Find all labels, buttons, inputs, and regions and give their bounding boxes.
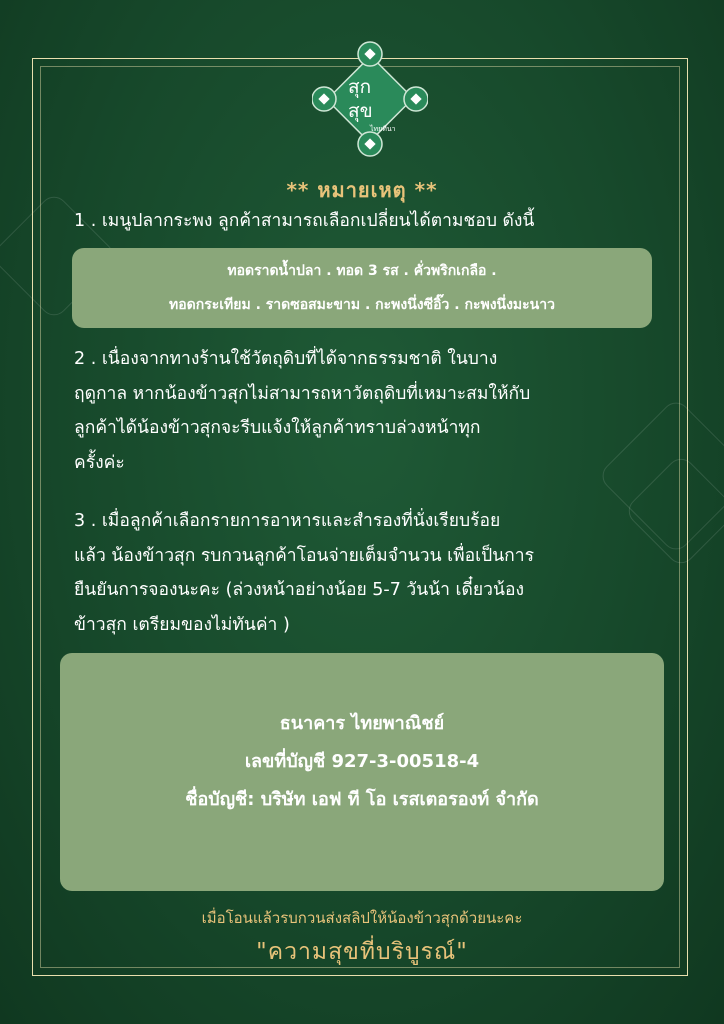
account-name: ชื่อบัญชี: บริษัท เอฟ ที โอ เรสเตอรองท์ จำกัด — [185, 789, 539, 810]
note-2-line: ครั้งค่ะ — [74, 452, 125, 473]
note-2-line: ฤดูกาล หากน้องข้าวสุกไม่สามารถหาวัตถุดิบที่เหมาะสมให้กับ — [74, 383, 531, 404]
note-1: 1 . เมนูปลากระพง ลูกค้าสามารถเลือกเปลี่ยนได้ตามชอบ ดังนี้ — [74, 211, 535, 231]
logo-text-line2: สุข — [348, 100, 373, 122]
note-2 — [74, 342, 664, 480]
note-3-line: ยืนยันการจองนะคะ (ล่วงหน้าอย่างน้อย 5-7 วันน้า เดี๋ยวน้อง — [74, 580, 525, 600]
menu-options-line-2: ทอดกระเทียม . ราดซอสมะขาม . กะพงนึ่งซีอิ๊ว . กะพงนึ่งมะนาว — [169, 297, 555, 313]
restaurant-logo — [312, 38, 428, 160]
slogan: "ความสุขที่บริบูรณ์" — [256, 939, 468, 965]
logo-text-line1: สุก — [348, 76, 372, 98]
bank-account-box — [60, 653, 664, 891]
logo-subtitle: ไทยทีนา — [370, 125, 396, 133]
note-3-line: 3 . เมื่อลูกค้าเลือกรายการอาหารและสำรองที่นั่งเรียบร้อย — [74, 511, 501, 531]
account-number: เลขที่บัญชี 927-3-00518-4 — [244, 751, 480, 772]
notice-title: ** หมายเหตุ ** — [286, 178, 438, 202]
bank-name: ธนาคาร ไทยพาณิชย์ — [279, 713, 445, 734]
note-2-line: 2 . เนื่องจากทางร้านใช้วัตถุดิบที่ได้จากธรรมชาติ ในบาง — [74, 349, 498, 369]
note-3-line: ข้าวสุก เตรียมของไม่ทันค่า ) — [74, 614, 290, 635]
note-3 — [74, 504, 664, 642]
transfer-instruction: เมื่อโอนแล้วรบกวนส่งสลิปให้น้องข้าวสุกด้วยนะคะ — [201, 909, 523, 927]
note-2-line: ลูกค้าได้น้องข้าวสุกจะรีบแจ้งให้ลูกค้าทราบล่วงหน้าทุก — [74, 418, 481, 438]
fish-menu-options-box — [72, 248, 652, 328]
note-3-line: แล้ว น้องข้าวสุก รบกวนลูกค้าโอนจ่ายเต็มจำนวน เพื่อเป็นการ — [74, 545, 534, 566]
menu-options-line-1: ทอดราดน้ำปลา . ทอด 3 รส . คั่วพริกเกลือ . — [227, 263, 497, 279]
